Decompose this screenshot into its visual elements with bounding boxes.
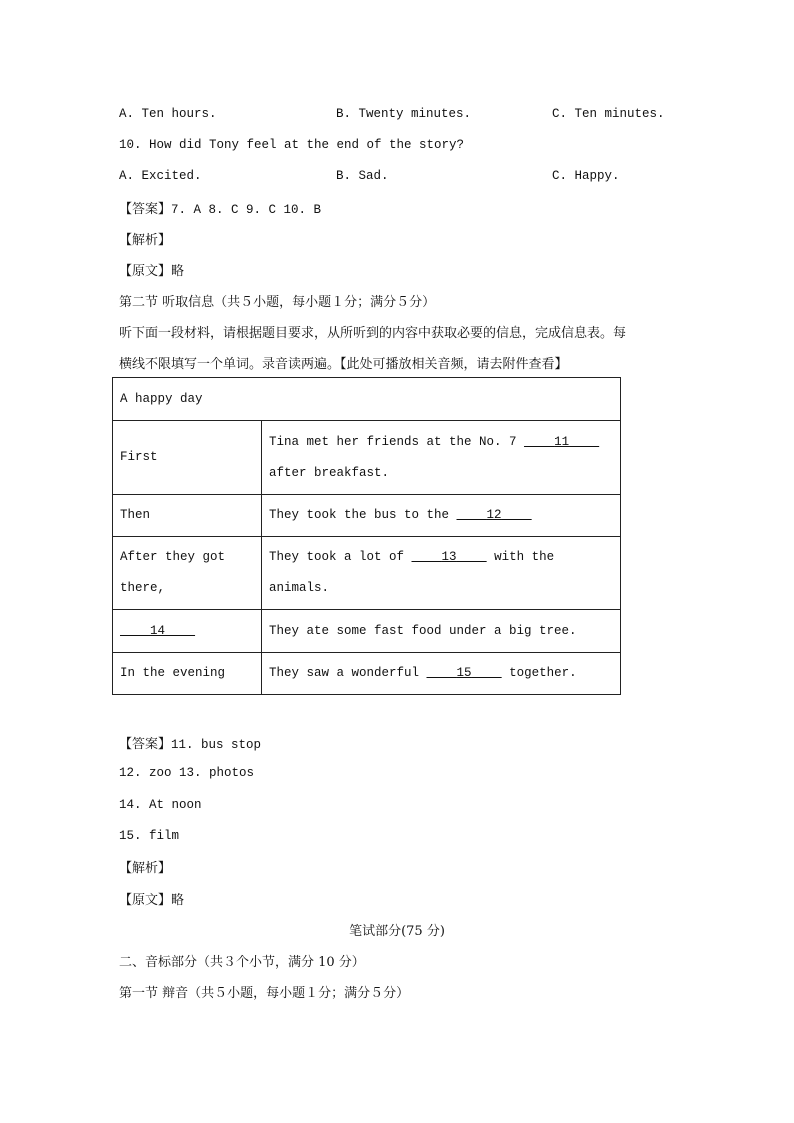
q10-option-c: C. Happy. <box>552 169 620 183</box>
blank-number: 15 <box>456 666 472 680</box>
table-row <box>113 421 621 495</box>
original-text <box>119 889 184 908</box>
answer-7-10 <box>119 198 321 217</box>
original-label: 【原文】 <box>119 264 172 279</box>
q10-option-b: B. Sad. <box>336 169 389 183</box>
table-row <box>113 495 621 537</box>
original-value: 略 <box>171 893 185 908</box>
section-title: 第一节 辩音（共５小题，每小题１分；满分５分） <box>119 986 410 1001</box>
written-part-heading: 笔试部分(75 分) <box>349 924 445 939</box>
time-text-line2: there, <box>120 581 166 595</box>
table-cell-time <box>113 610 262 653</box>
table-cell-time: Then <box>113 495 262 537</box>
event-text-after: with the animals. <box>269 550 555 595</box>
instructions-line-1: 听下面一段材料，请根据题目要求，从所听到的内容中获取必要的信息，完成信息表。每 <box>119 326 627 341</box>
q9-option-a: A. Ten hours. <box>119 107 217 121</box>
q10-question: 10. How did Tony feel at the end of the story? <box>119 138 465 152</box>
table-row <box>113 537 621 610</box>
table-cell-event <box>262 495 621 537</box>
q9-option-b: B. Twenty minutes. <box>336 107 472 121</box>
time-text-line1: After they got <box>120 550 226 564</box>
event-text-after: together. <box>501 666 577 680</box>
table-cell-event: They ate some fast food under a big tree. <box>262 610 621 653</box>
analysis-label: 【解析】 <box>119 861 172 876</box>
answer-text: 11. bus stop <box>171 738 262 752</box>
blank-12: ____12____ <box>456 508 532 522</box>
answer-14: 14. At noon <box>119 798 202 812</box>
blank-15: ____15____ <box>426 666 502 680</box>
analysis-label: 【解析】 <box>119 233 172 248</box>
table-row <box>113 653 621 695</box>
table-title-row <box>113 378 621 421</box>
answer-15: 15. film <box>119 829 180 843</box>
original-text <box>119 260 184 279</box>
answer-text: 7. A 8. C 9. C 10. B <box>171 203 322 217</box>
part-title: 二、音标部分（共３个小节，满分 10 分） <box>119 955 365 970</box>
answer-label: 【答案】 <box>119 737 172 752</box>
table-cell-time <box>113 537 262 610</box>
event-text: They took a lot of <box>269 550 412 564</box>
answer-label: 【答案】 <box>119 202 172 217</box>
event-text: Tina met her friends at the No. 7 <box>269 434 525 449</box>
table-cell-event <box>262 537 621 610</box>
event-text: They took the bus to the <box>269 508 457 522</box>
blank-number: 12 <box>486 508 502 522</box>
q10-option-a: A. Excited. <box>119 169 202 183</box>
blank-number: 13 <box>441 550 457 564</box>
table-cell-time: In the evening <box>113 653 262 695</box>
event-text: They saw a wonderful <box>269 666 427 680</box>
table-cell-time: First <box>113 421 262 495</box>
table-cell-event <box>262 421 621 495</box>
info-table <box>112 377 621 695</box>
blank-number: 14 <box>150 623 166 638</box>
answer-12-13: 12. zoo 13. photos <box>119 766 255 780</box>
answer-11 <box>119 733 261 752</box>
original-value: 略 <box>171 264 185 279</box>
table-cell-event <box>262 653 621 695</box>
section-title: 第二节 听取信息（共５小题，每小题１分；满分５分） <box>119 295 436 310</box>
table-title: A happy day <box>113 378 621 421</box>
blank-number: 11 <box>554 434 570 449</box>
table-row <box>113 610 621 653</box>
instructions-line-2: 横线不限填写一个单词。录音读两遍。【此处可播放相关音频，请去附件查看】 <box>119 357 568 372</box>
original-label: 【原文】 <box>119 893 172 908</box>
blank-13: ____13____ <box>411 550 487 564</box>
q9-option-c: C. Ten minutes. <box>552 107 665 121</box>
blank-11: ____11____ <box>524 434 600 449</box>
event-text-line2: after breakfast. <box>269 465 390 480</box>
blank-14: ____14____ <box>120 623 196 638</box>
